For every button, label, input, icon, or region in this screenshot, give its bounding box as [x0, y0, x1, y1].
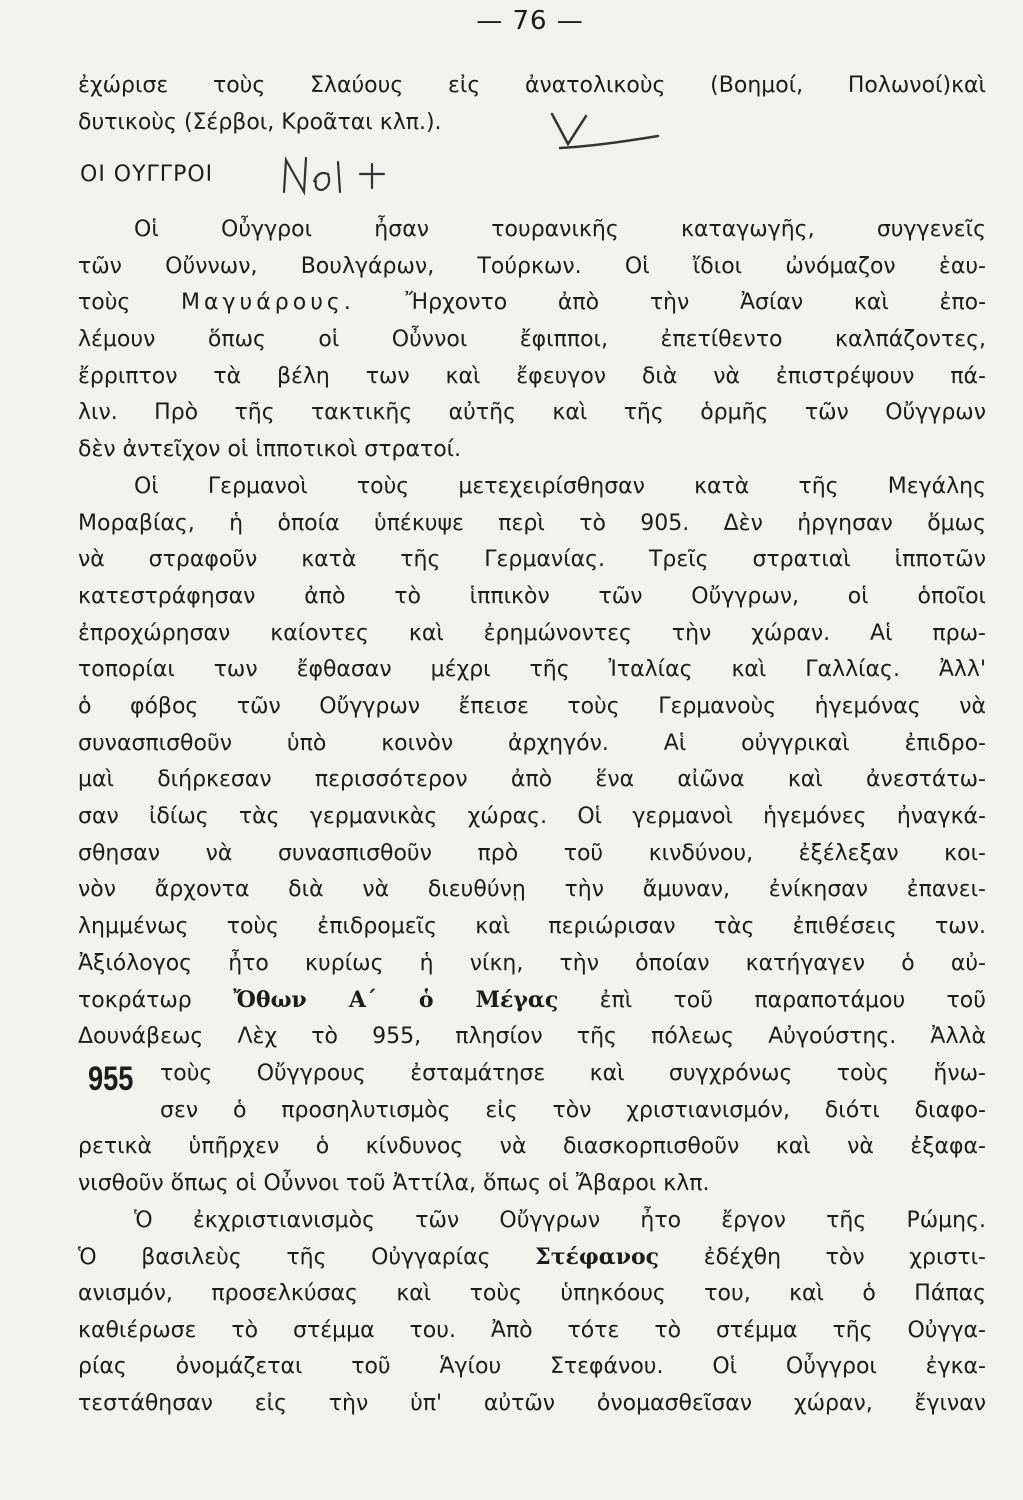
text-line: κατεστράφησαν ἀπὸ τὸ ἱππικὸν τῶν Οὔγγρων, οἱ ὁποῖοι — [78, 583, 986, 609]
text-segment: Ὁ βασιλεὺς τῆς Οὐγγαρίας — [78, 1245, 491, 1271]
emperor-name: Ὄθων Α΄ ὁ Μέγας — [233, 987, 559, 1014]
section-heading: ΟΙ ΟΥΓΓΡΟΙ — [80, 162, 214, 187]
text-line: ὁ φόβος τῶν Οὔγγρων ἔπεισε τοὺς Γερμανοὺς ἡγεμόνας νὰ — [78, 693, 986, 719]
margin-year-label: 955 — [88, 1060, 134, 1098]
spaced-term: Μαγυάρους. — [181, 290, 355, 316]
king-name: Στέφανος — [535, 1244, 660, 1271]
text-line: τῶν Οὔννων, Βουλγάρων, Τούρκων. Οἱ ἴδιοι ὠνόμαζον ἑαυ- — [78, 253, 986, 279]
text-line: λημμένως τοὺς ἐπιδρομεῖς καὶ περιώρισαν τὰς ἐπιθέσεις των. — [78, 914, 986, 940]
page-number: — 76 — — [476, 6, 584, 36]
text-line: Μοραβίας, ἡ ὁποία ὑπέκυψε περὶ τὸ 905. Δὲν ἠργησαν ὅμως — [78, 510, 986, 536]
text-line: σεν ὁ προσηλυτισμὸς εἰς τὸν χριστιανισμόν, διότι διαφο- — [160, 1097, 986, 1123]
text-segment: ἐδέχθη τὸν χριστι- — [703, 1245, 986, 1271]
text-line: μαὶ διήρκεσαν περισσότερον ἀπὸ ἕνα αἰῶνα καὶ ἀνεστάτω- — [78, 767, 986, 793]
text-line: ρετικὰ ὑπῆρχεν ὁ κίνδυνος νὰ διασκορπισθοῦν καὶ νὰ ἐξαφα- — [78, 1134, 986, 1160]
text-line: Οἱ Οὖγγροι ἦσαν τουρανικῆς καταγωγῆς, συγγενεῖς — [134, 217, 986, 242]
text-line: ἔρριπτον τὰ βέλη των καὶ ἔφευγον διὰ νὰ ἐπιστρέψουν πά- — [78, 363, 986, 389]
text-line: τοπορίαι των ἔφθασαν μέχρι τῆς Ἰταλίας καὶ Γαλλίας. Ἀλλ' — [78, 657, 986, 683]
text-line: ἐπροχώρησαν καίοντες καὶ ἐρημώνοντες τὴν χώραν. Αἱ πρω- — [78, 620, 986, 646]
text-line: σαν ἰδίως τὰς γερμανικὰς χώρας. Οἱ γερμανοὶ ἡγεμόνες ἠναγκά- — [78, 804, 986, 829]
text-line: Ἀξιόλογος ἦτο κυρίως ἡ νίκη, τὴν ὁποίαν κατήγαγεν ὁ αὐ- — [78, 950, 986, 976]
paragraph-slavs — [78, 68, 986, 141]
handwritten-annotation — [280, 152, 400, 204]
text-line: δυτικοὺς (Σέρβοι, Κροᾶται κλπ.). — [78, 109, 442, 135]
text-line — [78, 1239, 986, 1276]
text-line: ανισμόν, προσελκύσας καὶ τοὺς ὑπηκόους του, καὶ ὁ Πάπας — [78, 1280, 986, 1306]
text-line: καθιέρωσε τὸ στέμμα του. Ἀπὸ τότε τὸ στέμμα τῆς Οὐγγα- — [78, 1317, 986, 1343]
handwritten-check-mark — [548, 108, 668, 158]
text-line: συνασπισθοῦν ὑπὸ κοινὸν ἀρχηγόν. Αἱ οὐγγρικαὶ ἐπιδρο- — [78, 730, 986, 756]
paragraph-hungarians — [78, 212, 986, 1423]
text-line: σθησαν νὰ συνασπισθοῦν πρὸ τοῦ κινδύνου, ἐξέλεξαν κοι- — [78, 840, 986, 866]
text-line: δὲν ἀντεῖχον οἱ ἱπποτικοὶ στρατοί. — [78, 437, 462, 463]
text-line: νὰ στραφοῦν κατὰ τῆς Γερμανίας. Τρεῖς στρατιαὶ ἱπποτῶν — [78, 547, 986, 573]
text-line — [78, 982, 986, 1019]
text-line: λιν. Πρὸ τῆς τακτικῆς αὐτῆς καὶ τῆς ὁρμῆς τῶν Οὔγγρων — [78, 400, 986, 426]
text-line: Ὁ ἐκχριστιανισμὸς τῶν Οὔγγρων ἦτο ἔργον τῆς Ρώμης. — [134, 1207, 986, 1233]
text-line: νὸν ἄρχοντα διὰ νὰ διευθύνῃ τὴν ἄμυναν, ἐνίκησαν ἐπανει- — [78, 877, 986, 903]
text-line: τεστάθησαν εἰς τὴν ὑπ' αὐτῶν ὀνομασθεῖσαν χώραν, ἔγιναν — [78, 1391, 986, 1416]
text-line: ρίας ὀνομάζεται τοῦ Ἁγίου Στεφάνου. Οἱ Οὖγγροι ἐγκα- — [78, 1354, 986, 1380]
text-line: Οἱ Γερμανοὶ τοὺς μετεχειρίσθησαν κατὰ τῆς Μεγάλης — [134, 473, 986, 499]
text-line — [78, 285, 986, 322]
text-segment: τοὺς — [78, 290, 131, 316]
text-segment: ἐπὶ τοῦ παραποτάμου τοῦ — [599, 988, 986, 1014]
text-segment: τοκράτωρ — [78, 988, 192, 1014]
text-line: τοὺς Οὔγγρους ἐσταμάτησε καὶ συγχρόνως τοὺς ἥνω- — [160, 1060, 986, 1086]
text-line: λέμουν ὅπως οἱ Οὖννοι ἔφιπποι, ἐπετίθεντο καλπάζοντες, — [78, 327, 986, 353]
text-line: Δουνάβεως Λὲχ τὸ 955, πλησίον τῆς πόλεως Αὐγούστης. Ἀλλὰ — [78, 1024, 986, 1050]
text-line: νισθοῦν ὅπως οἱ Οὖννοι τοῦ Ἀττίλα, ὅπως οἱ Ἄβαροι κλπ. — [78, 1170, 710, 1196]
text-line: ἐχώρισε τοὺς Σλαύους εἰς ἀνατολικοὺς (Βοημοί, Πολωνοί)καὶ — [78, 73, 986, 98]
text-segment: Ἤρχοντο ἀπὸ τὴν Ἀσίαν καὶ ἐπο- — [405, 290, 987, 316]
